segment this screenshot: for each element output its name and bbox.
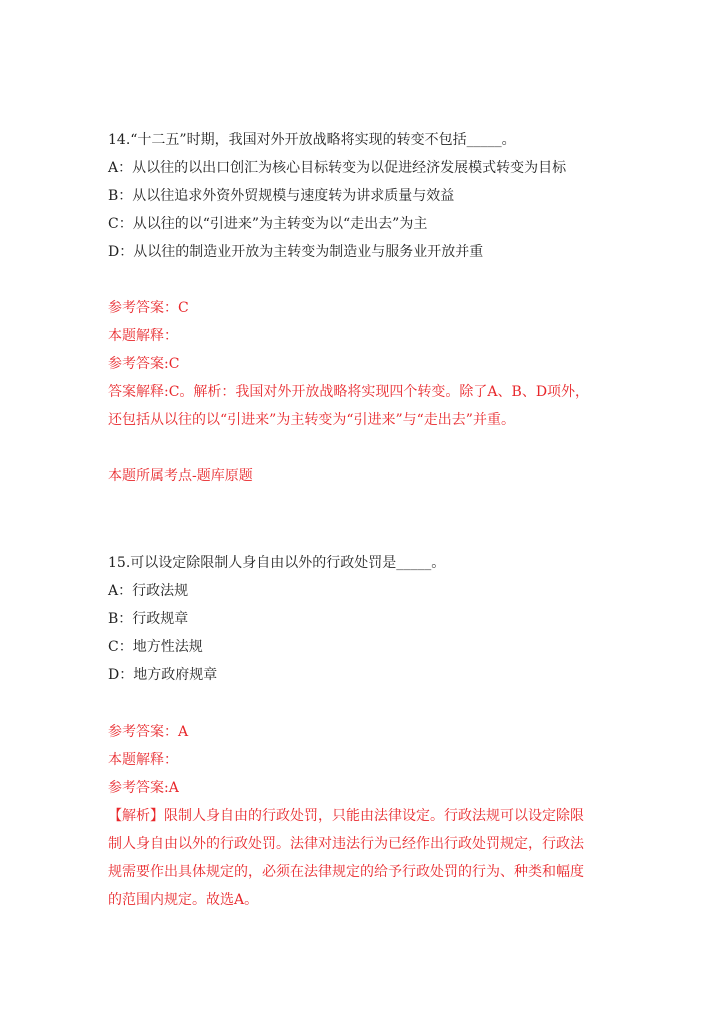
question-14-option-b: B：从以往追求外资外贸规模与速度转为讲求质量与效益 — [108, 188, 455, 204]
question-14-explain-label: 本题解释： — [108, 328, 178, 344]
question-15-option-d: D：地方政府规章 — [108, 667, 218, 683]
question-14-answer-repeat: 参考答案:C — [108, 356, 180, 372]
question-14-explanation-line-2: 还包括从以往的以“引进来”为主转变为“引进来”与“走出去”并重。 — [108, 412, 515, 428]
question-14-option-c: C：从以往的以“引进来”为主转变为以“走出去”为主 — [108, 216, 428, 232]
question-15-option-a: A：行政法规 — [108, 583, 189, 599]
question-15-explanation-line-1: 【解析】限制人身自由的行政处罚，只能由法律设定。行政法规可以设定除限 — [108, 808, 584, 824]
question-15-answer: 参考答案：A — [108, 724, 189, 740]
question-14-option-d: D：从以往的制造业开放为主转变为制造业与服务业开放并重 — [108, 244, 484, 260]
question-14-answer: 参考答案：C — [108, 300, 189, 316]
question-15-answer-repeat: 参考答案:A — [108, 780, 179, 796]
question-15-explanation-line-3: 规需要作出具体规定的，必须在法律规定的给予行政处罚的行为、种类和幅度 — [108, 864, 584, 880]
question-15-explanation-line-4: 的范围内规定。故选A。 — [108, 892, 259, 908]
question-15-option-c: C：地方性法规 — [108, 639, 203, 655]
question-15-explanation-line-2: 制人身自由以外的行政处罚。法律对违法行为已经作出行政处罚规定，行政法 — [108, 836, 584, 852]
question-14-option-a: A：从以往的以出口创汇为核心目标转变为以促进经济发展模式转变为目标 — [108, 160, 567, 176]
question-14-topic: 本题所属考点-题库原题 — [108, 468, 253, 484]
question-14-stem: 14.“十二五”时期，我国对外开放战略将实现的转变不包括_____。 — [108, 132, 516, 148]
question-15-stem: 15.可以设定除限制人身自由以外的行政处罚是_____。 — [108, 555, 446, 571]
question-14-explanation-line-1: 答案解释:C。解析：我国对外开放战略将实现四个转变。除了A、B、D项外， — [108, 384, 590, 400]
question-15-option-b: B：行政规章 — [108, 611, 189, 627]
question-15-explain-label: 本题解释： — [108, 752, 178, 768]
